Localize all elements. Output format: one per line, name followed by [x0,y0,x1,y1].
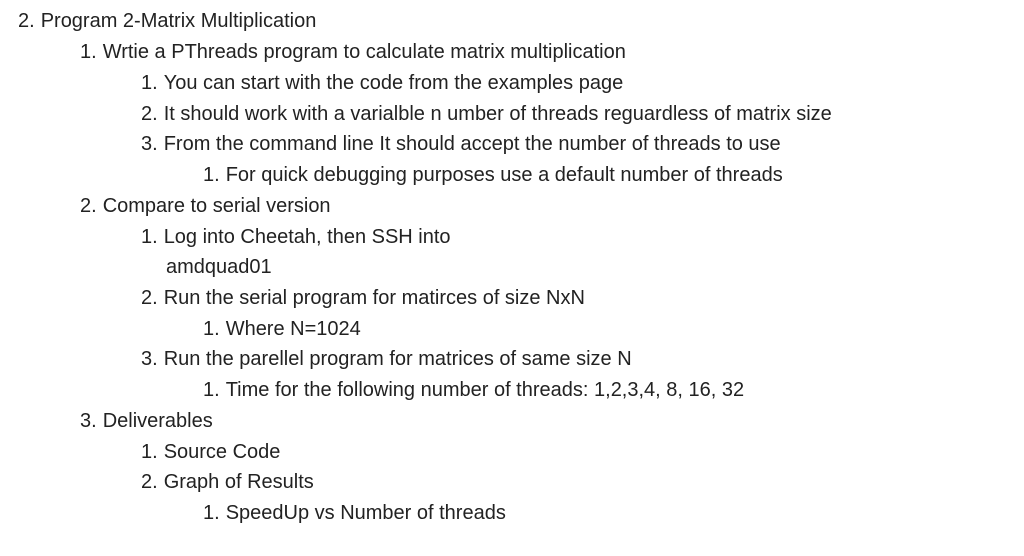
list-marker: 2. [141,471,158,493]
outline-item-run-serial [141,283,585,314]
list-item-text: amdquad01 [166,256,272,278]
list-marker: 2. [141,103,158,125]
list-marker: 2. [141,287,158,309]
outline-item-variable-threads [141,99,832,130]
list-marker: 2. [80,195,97,217]
list-item-text: Program 2-Matrix Multiplication [40,10,317,32]
outline-item-run-parallel [141,344,632,375]
list-item-text: Run the parellel program for matrices of same size N [163,348,632,370]
outline-item-deliverables [80,406,213,437]
outline-item-default-threads [203,160,783,191]
list-marker: 3. [141,133,158,155]
list-item-text: Graph of Results [163,471,314,493]
list-item-text: It should work with a varialble n umber of threads reguardless of matrix size [163,103,832,125]
list-item-text: For quick debugging purposes use a default number of threads [225,164,783,186]
list-marker: 1. [203,164,220,186]
outline-item-where-n [203,314,361,345]
outline-item-compare-serial [80,191,331,222]
list-item-text: You can start with the code from the examples page [163,72,624,94]
list-marker: 1. [80,41,97,63]
list-marker: 1. [141,72,158,94]
list-item-text: Run the serial program for matirces of size NxN [163,287,585,309]
list-item-text: Compare to serial version [102,195,331,217]
list-item-text: From the command line It should accept the number of threads to use [163,133,781,155]
outline-item-source-code [141,437,280,468]
list-marker: 2. [18,10,35,32]
outline-item-log-in [141,222,451,253]
outline-item-continuation [166,252,272,283]
list-item-text: Source Code [163,441,281,463]
list-marker: 3. [80,410,97,432]
list-marker: 1. [141,441,158,463]
list-item-text: Wrtie a PThreads program to calculate matrix multiplication [102,41,626,63]
list-marker: 1. [203,318,220,340]
list-marker: 1. [203,379,220,401]
outline-item-program-2 [18,6,316,37]
list-item-text: Where N=1024 [225,318,361,340]
outline-item-command-line [141,129,781,160]
list-item-text: Log into Cheetah, then SSH into [163,226,451,248]
list-item-text: Deliverables [102,410,213,432]
outline-item-thread-counts [203,375,744,406]
list-marker: 3. [141,348,158,370]
list-marker: 1. [141,226,158,248]
outline-item-graph-results [141,467,314,498]
list-item-text: Time for the following number of threads: 1,2,3,4, 8, 16, 32 [225,379,745,401]
outline-item-start-code [141,68,623,99]
list-item-text: SpeedUp vs Number of threads [225,502,506,524]
list-marker: 1. [203,502,220,524]
outline-item-write-program [80,37,626,68]
outline-item-speedup [203,498,506,529]
